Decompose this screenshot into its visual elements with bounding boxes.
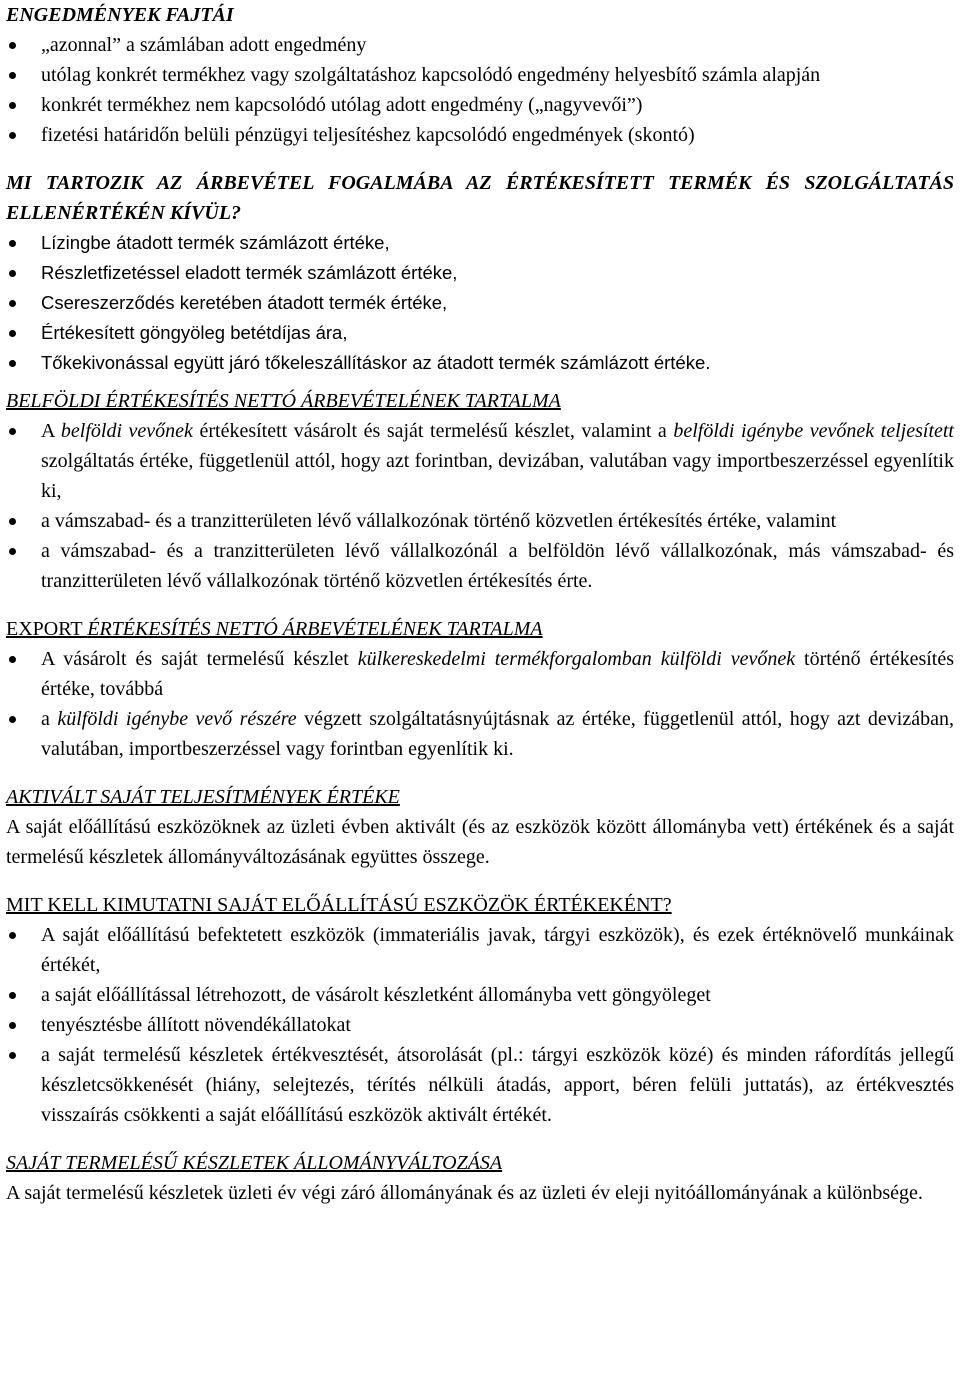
section-heading-mit-kell: MIT KELL KIMUTATNI SAJÁT ELŐÁLLÍTÁSÚ ESZKÖZÖK ÉRTÉKEKÉNT? xyxy=(6,894,672,916)
list-item: tenyésztésbe állított növendékállatokat xyxy=(6,1010,954,1040)
list-item: a vámszabad- és a tranzitterületen lévő vállalkozónál a belföldön lévő vállalkozónak, más vámszabad- és tranzitterületen lévő vállalkozónak történő közvetlen értékesítés érte. xyxy=(6,536,954,596)
section-heading-belfoldi: BELFÖLDI ÉRTÉKESÍTÉS NETTÓ ÁRBEVÉTELÉNEK TARTALMA xyxy=(6,390,561,412)
allomanyvaltozas-paragraph: A saját termelésű készletek üzleti év végi záró állományának és az üzleti év eleji nyitóállományának a különbsége. xyxy=(6,1182,923,1204)
list-item: a vámszabad- és a tranzitterületen lévő vállalkozónak történő közvetlen értékesítés értéke, valamint xyxy=(6,506,954,536)
belfoldi-list xyxy=(6,416,954,596)
section-heading-engedmenyek: ENGEDMÉNYEK FAJTÁI xyxy=(6,4,234,26)
list-item: a saját termelésű készletek értékvesztését, átsorolását (pl.: tárgyi eszközök közé) és minden ráfordítás jellegű készletcsökkenését (hiány, selejtezés, térítés nélküli átadás, apport, béren felüli juttatás), az értékvesztés visszaírás csökkenti a saját előállítású eszközök aktivált értékét. xyxy=(6,1040,954,1130)
mit-kell-list xyxy=(6,920,954,1130)
list-item: utólag konkrét termékhez vagy szolgáltatáshoz kapcsolódó engedmény helyesbítő számla alapján xyxy=(6,60,954,90)
engedmenyek-list xyxy=(6,30,954,150)
list-item: fizetési határidőn belüli pénzügyi teljesítéshez kapcsolódó engedmények (skontó) xyxy=(6,120,954,150)
list-item: Értékesített göngyöleg betétdíjas ára, xyxy=(6,318,954,348)
section-heading-arbevetel: MI TARTOZIK AZ ÁRBEVÉTEL FOGALMÁBA AZ ÉRTÉKESÍTETT TERMÉK ÉS SZOLGÁLTATÁS ELLENÉRTÉKÉN KÍVÜL? xyxy=(6,172,954,224)
export-list xyxy=(6,644,954,764)
list-item: Lízingbe átadott termék számlázott értéke, xyxy=(6,228,954,258)
section-heading-allomanyvaltozas: SAJÁT TERMELÉSŰ KÉSZLETEK ÁLLOMÁNYVÁLTOZÁSA xyxy=(6,1152,503,1174)
list-item: Csereszerződés keretében átadott termék értéke, xyxy=(6,288,954,318)
list-item: Tőkekivonással együtt járó tőkeleszállításkor az átadott termék számlázott értéke. xyxy=(6,348,954,378)
list-item: A saját előállítású befektetett eszközök (immateriális javak, tárgyi eszközök), és ezek értéknövelő munkáinak értékét, xyxy=(6,920,954,980)
list-item: „azonnal” a számlában adott engedmény xyxy=(6,30,954,60)
aktivalt-paragraph: A saját előállítású eszközöknek az üzleti évben aktivált (és az eszközök között állományba vett) értékének és a saját termelésű készletek állományváltozásának együttes összege. xyxy=(6,816,954,868)
list-item: konkrét termékhez nem kapcsolódó utólag adott engedmény („nagyvevői”) xyxy=(6,90,954,120)
list-item: a saját előállítással létrehozott, de vásárolt készletként állományba vett göngyöleget xyxy=(6,980,954,1010)
list-item: a külföldi igénybe vevő részére végzett szolgáltatásnyújtásnak az értéke, függetlenül attól, hogy azt devizában, valutában, importbeszerzéssel vagy forintban egyenlítik ki. xyxy=(6,704,954,764)
arbevetel-list xyxy=(6,228,954,378)
section-heading-aktivalt: AKTIVÁLT SAJÁT TELJESÍTMÉNYEK ÉRTÉKE xyxy=(6,786,400,808)
list-item: A vásárolt és saját termelésű készlet külkereskedelmi termékforgalomban külföldi vevőnek történő értékesítés értéke, továbbá xyxy=(6,644,954,704)
section-heading-export: EXPORT ÉRTÉKESÍTÉS NETTÓ ÁRBEVÉTELÉNEK TARTALMA xyxy=(6,618,543,640)
list-item: Részletfizetéssel eladott termék számlázott értéke, xyxy=(6,258,954,288)
list-item: A belföldi vevőnek értékesített vásárolt és saját termelésű készlet, valamint a belföldi igénybe vevőnek teljesített szolgáltatás értéke, függetlenül attól, hogy azt forintban, devizában, valutában vagy importbeszerzéssel egyenlítik ki, xyxy=(6,416,954,506)
